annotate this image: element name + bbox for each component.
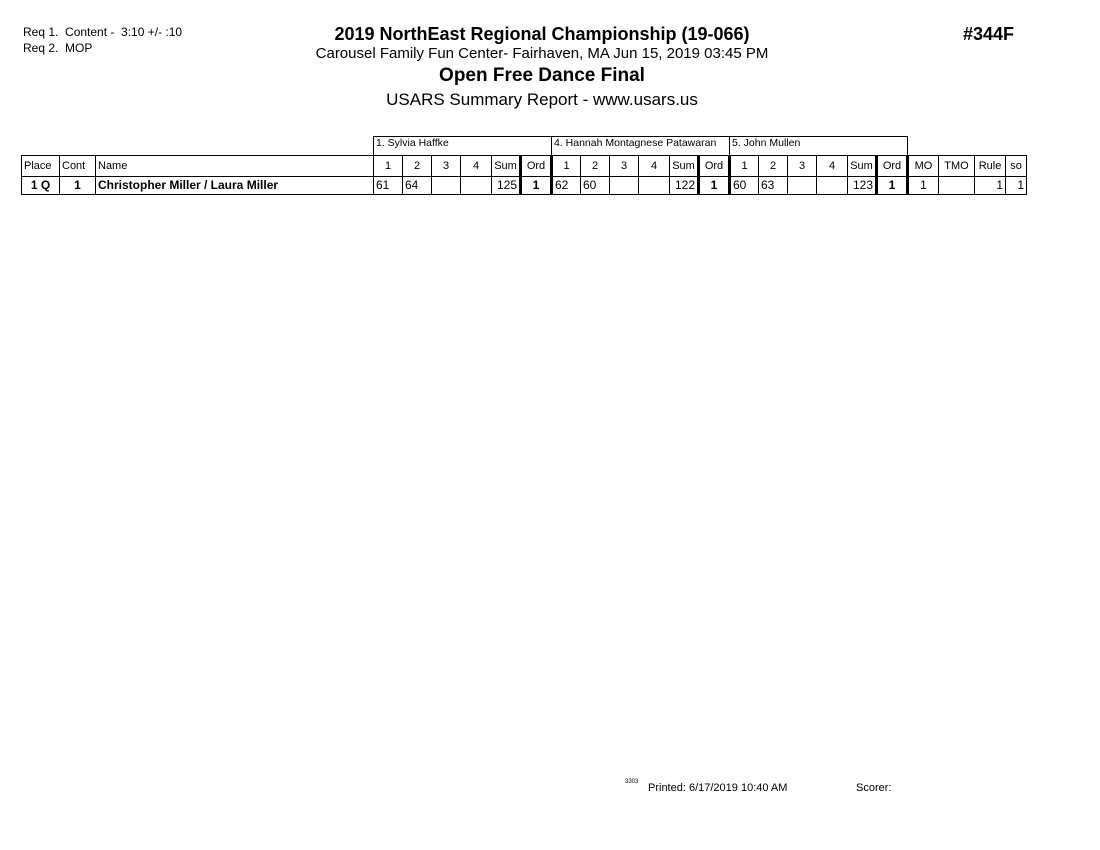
col-mo: MO — [908, 156, 939, 177]
col-j2-ord: Ord — [699, 156, 730, 177]
j1-ord: 1 — [521, 177, 552, 195]
j2-sum: 122 — [670, 177, 699, 195]
competition-title: 2019 NorthEast Regional Championship (19-066) — [334, 24, 750, 44]
col-place: Place — [22, 156, 60, 177]
col-j3-1: 1 — [730, 156, 759, 177]
j2-score-4 — [639, 177, 670, 195]
skater-name-cell: Christopher Miller / Laura Miller — [96, 177, 374, 195]
j3-score-1: 60 — [730, 177, 759, 195]
event-title: Open Free Dance Final — [439, 65, 645, 86]
col-j3-ord: Ord — [877, 156, 908, 177]
col-j1-2: 2 — [403, 156, 432, 177]
col-cont: Cont — [60, 156, 96, 177]
j2-ord: 1 — [699, 177, 730, 195]
printed-timestamp: Printed: 6/17/2019 10:40 AM — [648, 782, 788, 794]
mo-cell: 1 — [908, 177, 939, 195]
col-j2-4: 4 — [639, 156, 670, 177]
cont-cell: 1 — [60, 177, 96, 195]
col-name: Name — [96, 156, 374, 177]
j2-score-1: 62 — [552, 177, 581, 195]
col-j1-4: 4 — [461, 156, 492, 177]
j1-sum: 125 — [492, 177, 521, 195]
judge-1-name: 1. Sylvia Haffke — [374, 137, 552, 156]
judge-5-name: 5. John Mullen — [730, 137, 908, 156]
place-cell: 1 Q — [22, 177, 60, 195]
scorer-label: Scorer: — [856, 782, 892, 794]
col-j1-ord: Ord — [521, 156, 552, 177]
results-table — [21, 136, 1027, 195]
j3-score-2: 63 — [759, 177, 788, 195]
col-j2-3: 3 — [610, 156, 639, 177]
rule-cell: 1 — [975, 177, 1006, 195]
col-rule: Rule — [975, 156, 1006, 177]
j1-score-4 — [461, 177, 492, 195]
j3-ord: 1 — [877, 177, 908, 195]
j1-score-1: 61 — [374, 177, 403, 195]
requirement-2: Req 2. MOP — [23, 41, 93, 55]
col-j1-1: 1 — [374, 156, 403, 177]
column-header-row — [22, 156, 1027, 177]
event-number: #344F — [963, 24, 1015, 44]
j3-sum: 123 — [848, 177, 877, 195]
judge-4-name: 4. Hannah Montagnese Patawaran — [552, 137, 730, 156]
judge-header-row — [22, 137, 1027, 156]
tmo-cell — [939, 177, 975, 195]
j2-score-3 — [610, 177, 639, 195]
col-so: so — [1006, 156, 1027, 177]
j1-score-2: 64 — [403, 177, 432, 195]
j3-score-3 — [788, 177, 817, 195]
j1-score-3 — [432, 177, 461, 195]
table-row — [22, 177, 1027, 195]
col-j2-sum: Sum — [670, 156, 699, 177]
report-code: 3303 — [625, 779, 639, 785]
col-j1-3: 3 — [432, 156, 461, 177]
report-title: USARS Summary Report - www.usars.us — [386, 90, 698, 109]
col-j3-3: 3 — [788, 156, 817, 177]
col-j3-2: 2 — [759, 156, 788, 177]
venue-date: Carousel Family Fun Center- Fairhaven, MA Jun 15, 2019 03:45 PM — [315, 45, 769, 62]
col-j1-sum: Sum — [492, 156, 521, 177]
j3-score-4 — [817, 177, 848, 195]
col-j3-sum: Sum — [848, 156, 877, 177]
col-tmo: TMO — [939, 156, 975, 177]
so-cell: 1 — [1006, 177, 1027, 195]
col-j2-2: 2 — [581, 156, 610, 177]
j2-score-2: 60 — [581, 177, 610, 195]
col-j3-4: 4 — [817, 156, 848, 177]
col-j2-1: 1 — [552, 156, 581, 177]
requirement-1: Req 1. Content - 3:10 +/- :10 — [23, 25, 183, 39]
